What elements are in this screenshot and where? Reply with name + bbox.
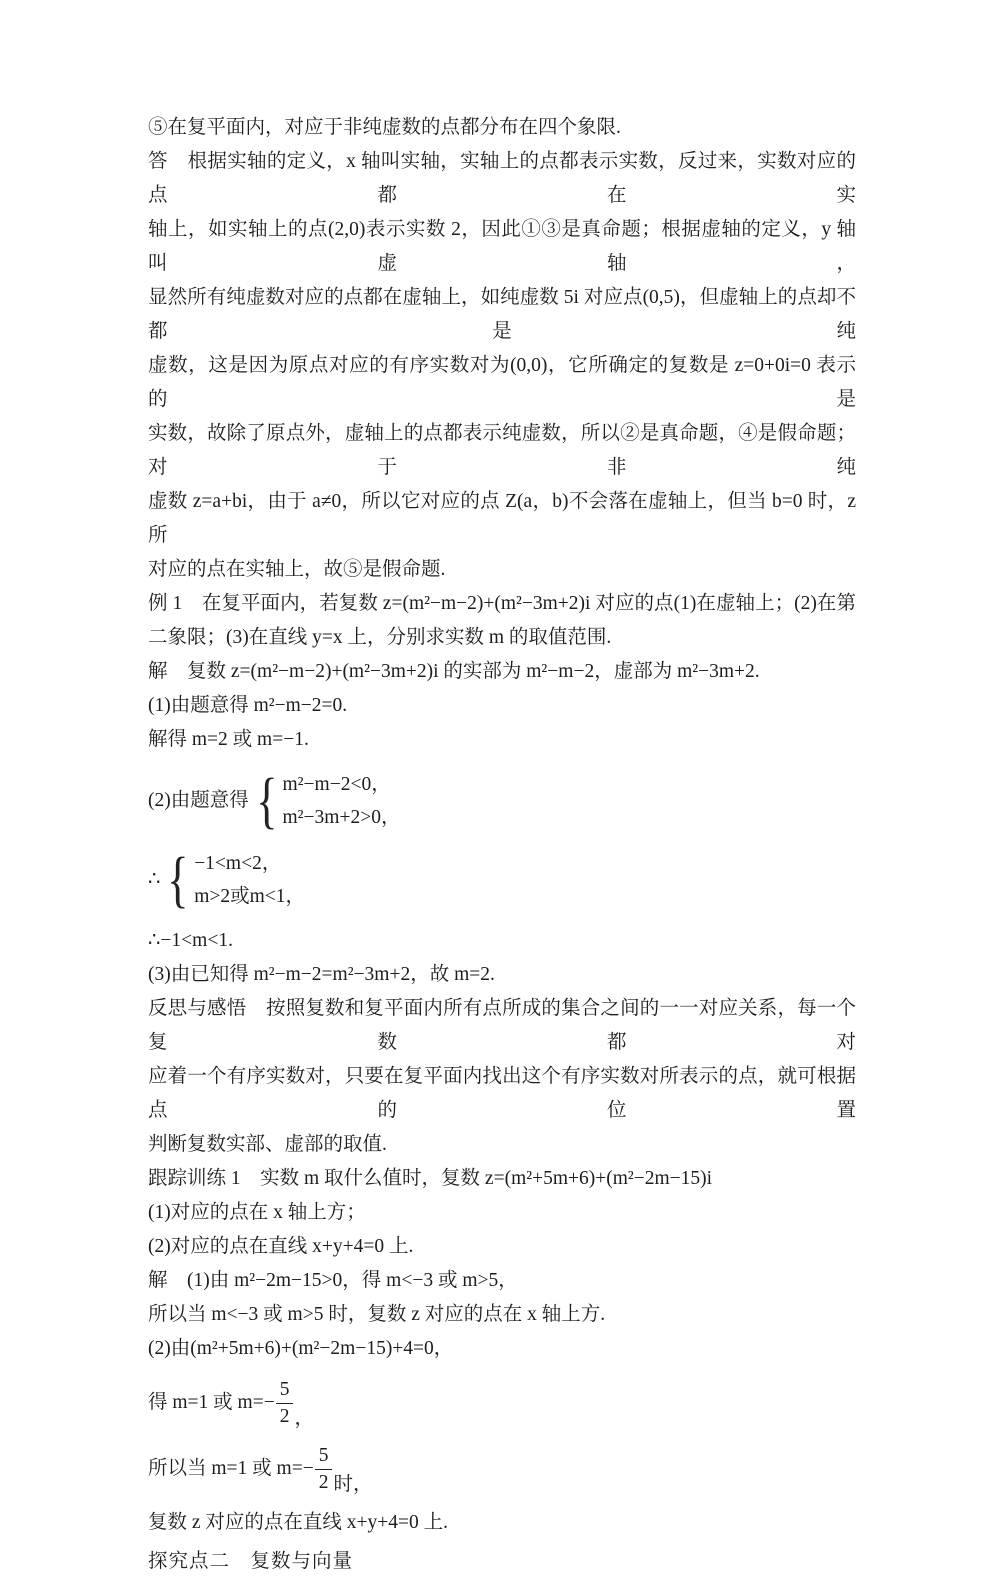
example-1-problem-line-2: 二象限；(3)在直线 y=x 上，分别求实数 m 的取值范围. [148, 627, 612, 648]
fraction-five-halves [276, 1378, 294, 1429]
reflection-line-3: 判断复数实部、虚部的取值. [148, 1134, 387, 1155]
example-1-part1-equation-line: (1)由题意得 m²−m−2=0. [148, 695, 348, 716]
example-1-part1-result-line: 解得 m=2 或 m=−1. [148, 729, 309, 750]
section-heading-exploration-2: 探究点二 复数与向量 [148, 1550, 354, 1572]
practice-1-solution-line-1: 解 (1)由 m²−2m−15>0，得 m<−3 或 m>5， [148, 1270, 518, 1291]
answer-line-2: 轴上，如实轴上的点(2,0)表示实数 2，因此①③是真命题；根据虚轴的定义，y 轴叫虚轴， [148, 219, 856, 274]
example-1-part2-conclusion-line: ∴−1<m<1. [148, 930, 233, 951]
example-1-problem-line-1: 例 1 在复平面内，若复数 z=(m²−m−2)+(m²−3m+2)i 对应的点(1)在虚轴上；(2)在第 [148, 593, 856, 614]
cases-rows [194, 847, 305, 913]
answer-line-1: 答 根据实轴的定义，x 轴叫实轴，实轴上的点都表示实数，反过来，实数对应的点都在实 [148, 151, 856, 206]
reflection-line-2: 应着一个有序实数对，只要在复平面内找出这个有序实数对所表示的点，就可根据点的位置 [148, 1066, 856, 1121]
fraction-prefix: 所以当 m=1 或 m=− [148, 1458, 314, 1479]
practice-1-part2-equation-line: (2)由(m²+5m+6)+(m²−2m−15)+4=0， [148, 1338, 454, 1359]
fraction-suffix: ， [294, 1408, 314, 1429]
fraction-denominator: 2 [318, 1471, 329, 1493]
answer-line-3: 显然所有纯虚数对应的点都在虚轴上，如纯虚数 5i 对应点(0,5)，但虚轴上的点却不都是纯 [148, 287, 856, 342]
cases-row-2: m²−3m+2>0， [282, 807, 401, 828]
practice-1-item1-line: (1)对应的点在 x 轴上方； [148, 1202, 366, 1223]
answer-line-4: 虚数，这是因为原点对应的有序实数对为(0,0)，它所确定的复数是 z=0+0i=0 表示的是 [148, 355, 856, 410]
fraction-suffix: 时， [333, 1474, 373, 1495]
left-brace-icon: { [167, 846, 190, 914]
answer-line-5: 实数，故除了原点外，虚轴上的点都表示纯虚数，所以②是真命题，④是假命题；对于非纯 [148, 423, 856, 478]
practice-1-solution-line-2: 所以当 m<−3 或 m>5 时，复数 z 对应的点在 x 轴上方. [148, 1304, 606, 1325]
proposition-5-line: ⑤在复平面内，对应于非纯虚数的点都分布在四个象限. [148, 117, 621, 138]
practice-1-problem-line: 跟踪训练 1 实数 m 取什么值时，复数 z=(m²+5m+6)+(m²−2m−15)i [148, 1168, 713, 1189]
cases-row-2: m>2或m<1， [194, 886, 306, 907]
practice-1-part2-values-line [148, 1374, 856, 1432]
fraction-numerator: 5 [315, 1444, 333, 1470]
cases-row-1: m²−m−2<0， [282, 774, 391, 795]
therefore-symbol: ∴ [148, 869, 161, 890]
fraction-numerator: 5 [276, 1378, 294, 1404]
example-1-part2-implied-system [148, 845, 856, 915]
example-1-solution-line: 解 复数 z=(m²−m−2)+(m²−3m+2)i 的实部为 m²−m−2，虚部为 m²−3m+2. [148, 661, 760, 682]
fraction-denominator: 2 [279, 1405, 290, 1427]
fraction-prefix: 得 m=1 或 m=− [148, 1392, 275, 1413]
cases-prefix: (2)由题意得 [148, 790, 249, 811]
example-1-part2-inequality-system [148, 766, 856, 836]
cases-rows [283, 768, 401, 834]
answer-line-6: 虚数 z=a+bi，由于 a≠0，所以它对应的点 Z(a，b)不会落在虚轴上，但当 b=0 时，z 所 [148, 491, 856, 546]
example-1-part3-line: (3)由已知得 m²−m−2=m²−3m+2，故 m=2. [148, 964, 495, 985]
practice-1-conclusion-line: 复数 z 对应的点在直线 x+y+4=0 上. [148, 1512, 449, 1533]
practice-1-item2-line: (2)对应的点在直线 x+y+4=0 上. [148, 1236, 414, 1257]
cases-row-1: −1<m<2， [194, 853, 282, 874]
left-brace-icon: { [255, 767, 278, 835]
answer-line-7: 对应的点在实轴上，故⑤是假命题. [148, 559, 446, 580]
reflection-line-1: 反思与感悟 按照复数和复平面内所有点所成的集合之间的一一对应关系，每一个复数都对 [148, 998, 856, 1053]
practice-1-part2-values-restate-line [148, 1440, 856, 1498]
fraction-five-halves [315, 1444, 333, 1495]
